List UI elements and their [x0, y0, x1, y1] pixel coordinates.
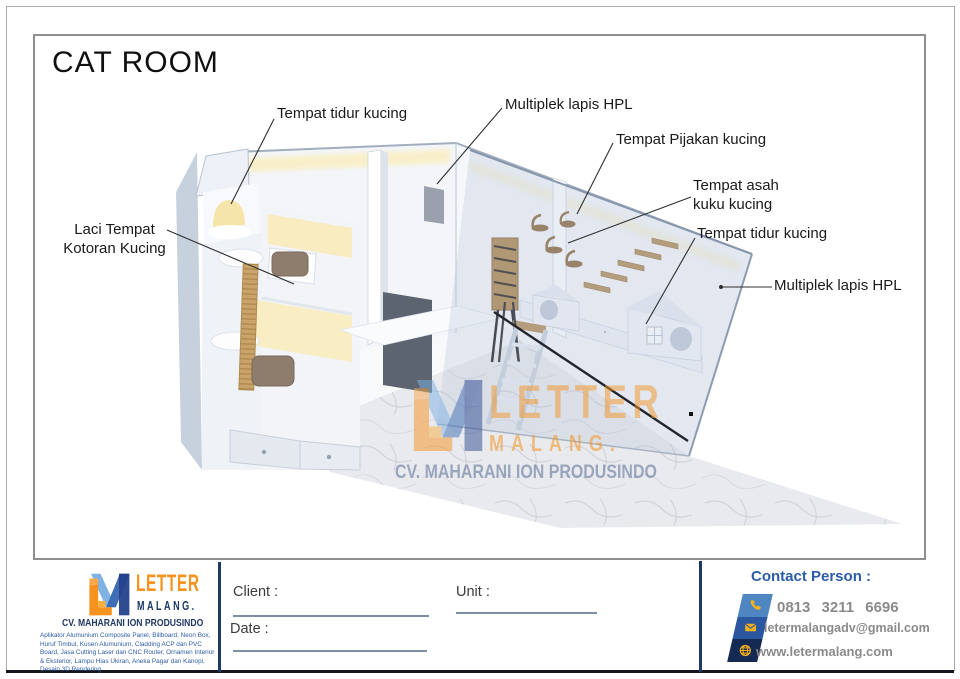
- litter-cushion-top: [272, 252, 308, 276]
- date-label: Date :: [230, 621, 269, 637]
- contact-website: www.letermalang.com: [756, 644, 893, 659]
- contact-person-heading: Contact Person :: [751, 568, 872, 585]
- contact-email: letermalangadv@gmail.com: [764, 621, 930, 635]
- footer-divider-right: [699, 561, 702, 672]
- contact-phone: 0813 3211 6696: [777, 599, 899, 616]
- footer-company-name: CV. MAHARANI ION PRODUSINDO: [62, 617, 204, 629]
- footer-divider-left: [218, 562, 221, 672]
- label-hpl-top: Multiplek lapis HPL: [505, 96, 633, 113]
- page-title: CAT ROOM: [52, 46, 219, 79]
- access-panel: [424, 186, 444, 224]
- phone-icon: [738, 594, 773, 617]
- watermark-logo: [403, 377, 485, 454]
- footer-brand-top: LETTER: [136, 570, 200, 597]
- label-hpl-right: Multiplek lapis HPL: [774, 277, 902, 294]
- label-scratcher: Tempat asah kuku kucing: [693, 177, 779, 213]
- label-cat-bed-right: Tempat tidur kucing: [697, 225, 828, 242]
- date-input-line: [233, 650, 427, 652]
- label-cat-bed-left: Tempat tidur kucing: [277, 105, 408, 122]
- watermark-company: CV. MAHARANI ION PRODUSINDO: [395, 462, 657, 483]
- footer-services-text: Aplikator Alumunium Composite Panel, Billboard, Neon Box, Huruf Timbul, Kusen Alumunium, Cladding ACP dan PVC Board, Jasa Cutting Laser dan CNC Router, Ornamen Interior & Eksterior, Lampu Hias Ukiran, Aneka Pagar dan Kanopi, Desain 3D Rendering: [40, 632, 215, 674]
- litter-cushion-bottom: [252, 356, 294, 386]
- email-icon: [732, 617, 767, 640]
- client-input-line: [233, 615, 429, 617]
- watermark-brand-bottom: MALANG.: [489, 430, 622, 456]
- label-litter-drawer: Laci Tempat Kotoran Kucing: [63, 221, 166, 257]
- label-footstep: Tempat Pijakan kucing: [616, 131, 767, 148]
- footer-brand-bottom: MALANG.: [137, 599, 197, 613]
- footer-logo-mark: [83, 572, 131, 617]
- client-label: Client :: [233, 584, 279, 600]
- unit-label: Unit :: [456, 584, 490, 600]
- unit-input-line: [456, 612, 597, 614]
- watermark-brand-top: LETTER: [489, 375, 665, 428]
